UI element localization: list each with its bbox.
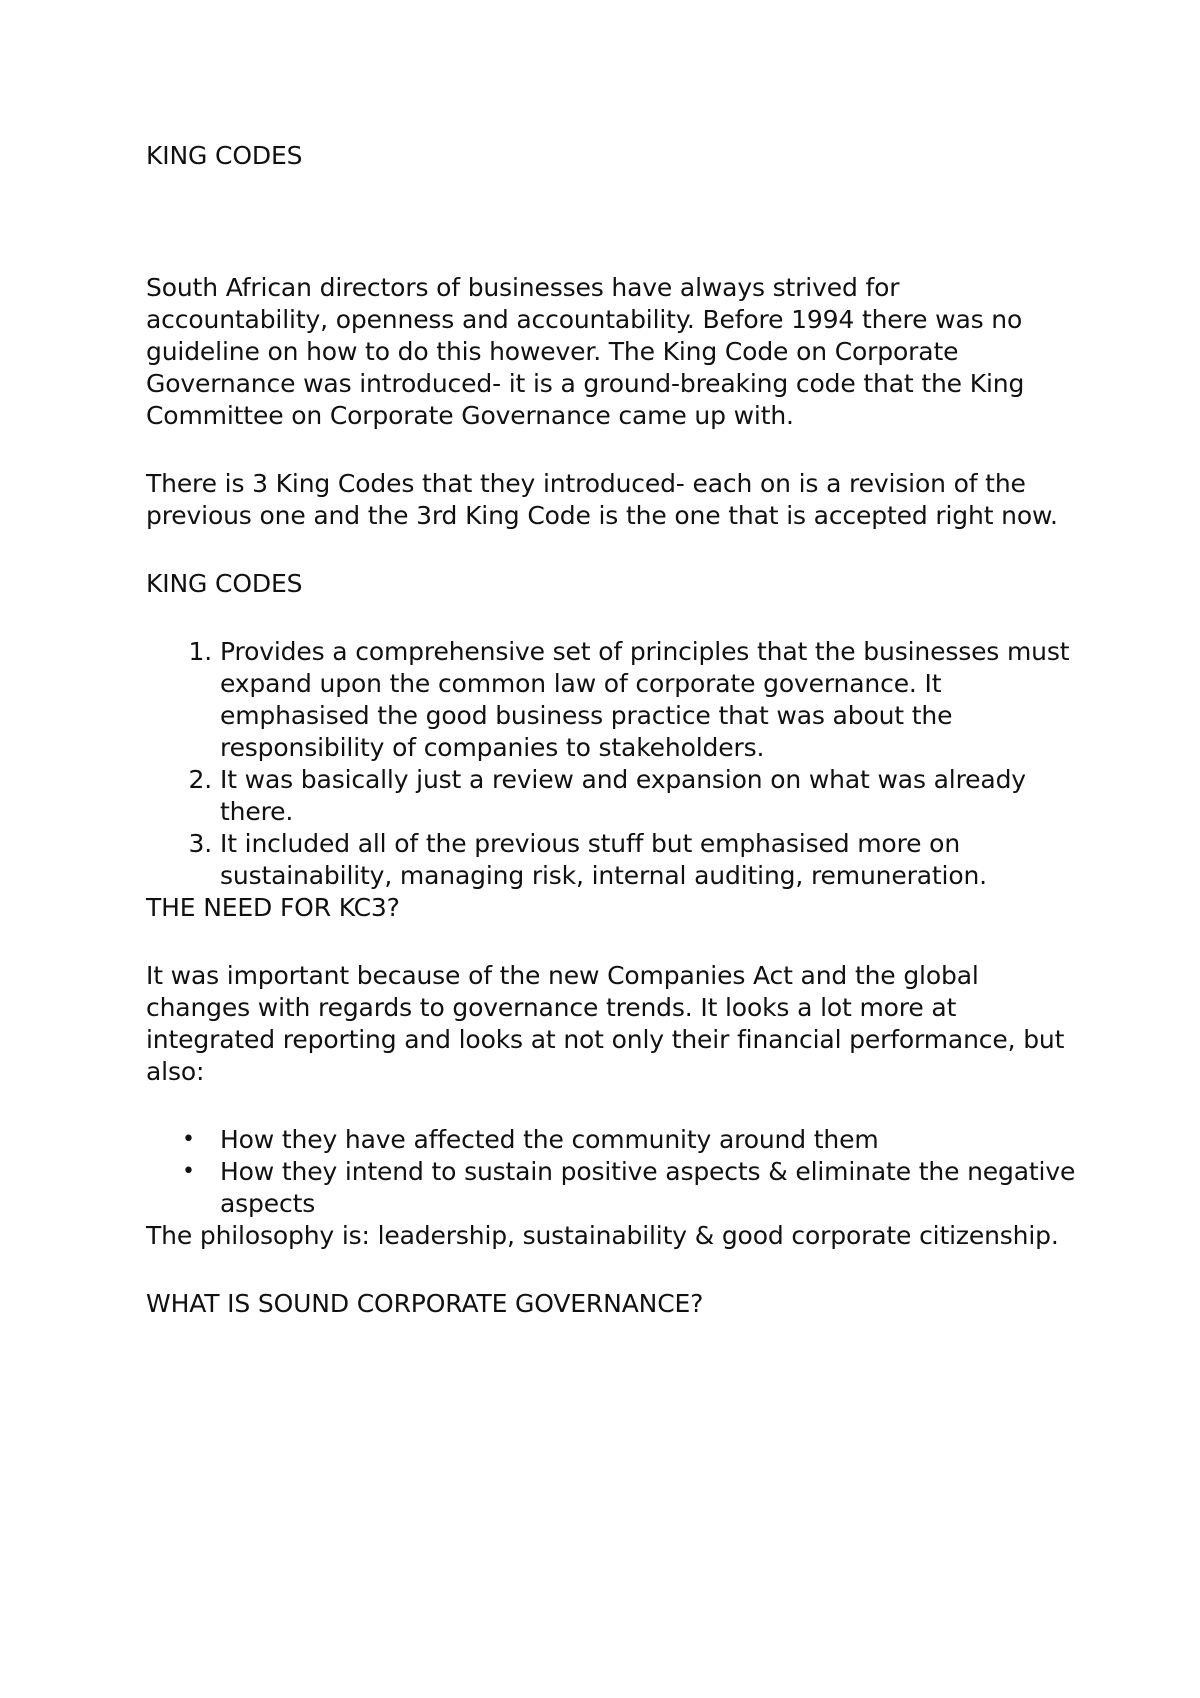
list-item-text: How they intend to sustain positive aspects & eliminate the negative aspects — [220, 1157, 1076, 1218]
list-item — [146, 1124, 1076, 1156]
codes-paragraph: There is 3 King Codes that they introduced- each on is a revision of the previous one and the 3rd King Code is the one that is accepted right now. — [146, 469, 1058, 530]
list-number: 1. — [188, 637, 212, 666]
list-item-text: It was basically just a review and expansion on what was already there. — [220, 765, 1026, 826]
sound-governance-heading: WHAT IS SOUND CORPORATE GOVERNANCE? — [146, 1289, 704, 1318]
bullet-icon: • — [182, 1159, 195, 1184]
intro-paragraph: South African directors of businesses have always strived for accountability, openness and accountability. Before 1994 there was no guideline on how to do this however. The King Code on Corporate Governance was introduced- it is a ground-breaking code that the King Committee on Corporate Governance came up with. — [146, 273, 1025, 430]
need-paragraph: It was important because of the new Companies Act and the global changes with regards to governance trends. It looks a lot more at integrated reporting and looks at not only their financial performance, but also: — [146, 961, 1065, 1086]
list-item — [146, 1156, 1076, 1220]
document-title: KING CODES — [146, 141, 303, 170]
philosophy-paragraph: The philosophy is: leadership, sustainability & good corporate citizenship. — [146, 1221, 1059, 1250]
codes-heading: KING CODES — [146, 569, 303, 598]
list-item-text: Provides a comprehensive set of principles that the businesses must expand upon the common law of corporate governance. It emphasised the good business practice that was about the responsibility of companies to stakeholders. — [220, 637, 1070, 762]
list-number: 3. — [188, 829, 212, 858]
document-page — [146, 140, 1076, 1320]
bullet-icon: • — [182, 1127, 195, 1152]
list-number: 2. — [188, 765, 212, 794]
need-heading: THE NEED FOR KC3? — [146, 893, 400, 922]
list-item — [146, 828, 1076, 892]
list-item — [146, 764, 1076, 828]
list-item — [146, 636, 1076, 764]
list-item-text: How they have affected the community around them — [220, 1125, 879, 1154]
list-item-text: It included all of the previous stuff but emphasised more on sustainability, managing risk, internal auditing, remuneration. — [220, 829, 987, 890]
codes-list — [146, 636, 1076, 892]
need-bullet-list — [146, 1124, 1076, 1220]
